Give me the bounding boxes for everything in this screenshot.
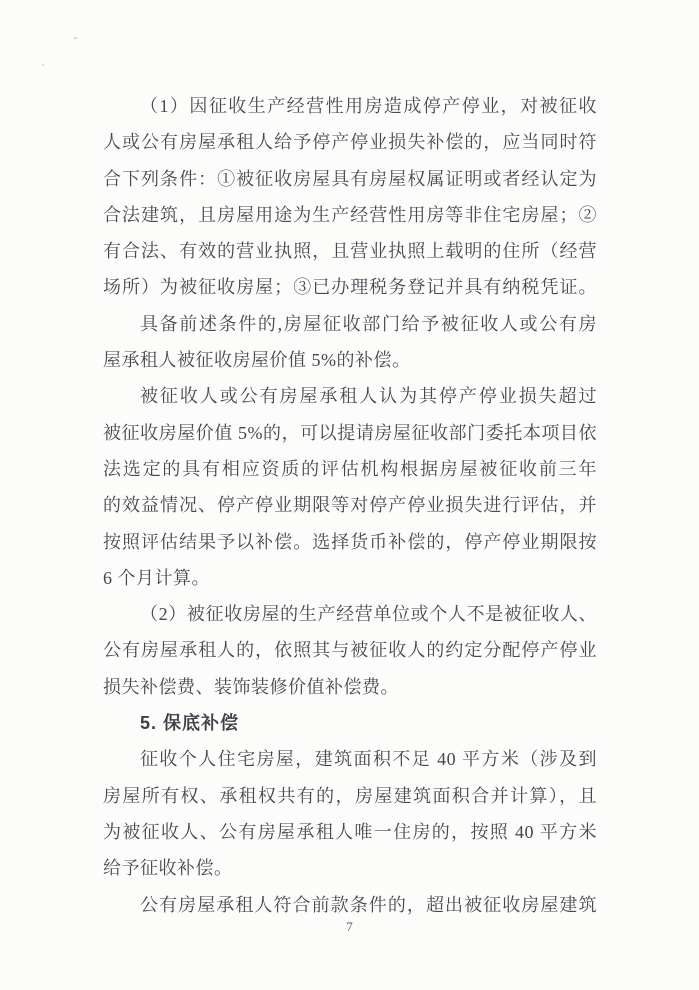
text-line: 按照评估结果予以补偿。选择货币补偿的，停产停业期限按	[103, 531, 597, 552]
scan-speck	[74, 37, 77, 39]
text-line: 法选定的具有相应资质的评估机构根据房屋被征收前三年	[103, 458, 597, 479]
document-body	[103, 88, 597, 923]
text-line: （2）被征收房屋的生产经营单位或个人不是被征收人、	[140, 604, 597, 625]
text-line: 合下列条件：①被征收房屋具有房屋权属证明或者经认定为	[103, 168, 597, 189]
text-line: 具备前述条件的,房屋征收部门给予被征收人或公有房	[140, 313, 597, 334]
text-line: 公有房屋承租人的，依照其与被征收人的约定分配停产停业	[103, 640, 597, 661]
text-line: 场所）为被征收房屋；③已办理税务登记并具有纳税凭证。	[103, 277, 597, 298]
text-line: （1）因征收生产经营性用房造成停产停业，对被征收	[140, 96, 597, 116]
text-line: 被征收人或公有房屋承租人认为其停产停业损失超过	[140, 386, 597, 407]
text-line: 损失补偿费、装饰装修价值补偿费。	[103, 676, 399, 697]
text-line: 被征收房屋价值 5%的，可以提请房屋征收部门委托本项目依	[103, 422, 597, 443]
section-heading: 5. 保底补偿	[140, 713, 240, 734]
scan-speck	[42, 64, 44, 66]
page-number: 7	[346, 919, 353, 934]
text-line: 合法建筑，且房屋用途为生产经营性用房等非住宅房屋；②	[103, 204, 597, 225]
text-line: 6 个月计算。	[103, 567, 210, 588]
text-line: 屋承租人被征收房屋价值 5%的补偿。	[103, 350, 411, 371]
text-line: 人或公有房屋承租人给予停产停业损失补偿的，应当同时符	[103, 132, 597, 153]
text-line: 给予征收补偿。	[103, 858, 233, 879]
text-line: 为被征收人、公有房屋承租人唯一住房的，按照 40 平方米	[103, 821, 597, 842]
text-line: 的效益情况、停产停业期限等对停产停业损失进行评估，并	[103, 495, 597, 516]
text-line: 征收个人住宅房屋，建筑面积不足 40 平方米（涉及到	[140, 749, 597, 770]
text-line: 公有房屋承租人符合前款条件的，超出被征收房屋建筑	[140, 894, 597, 915]
text-line: 有合法、有效的营业执照，且营业执照上载明的住所（经营	[103, 241, 597, 262]
text-line: 房屋所有权、承租权共有的，房屋建筑面积合并计算），且	[103, 785, 597, 806]
